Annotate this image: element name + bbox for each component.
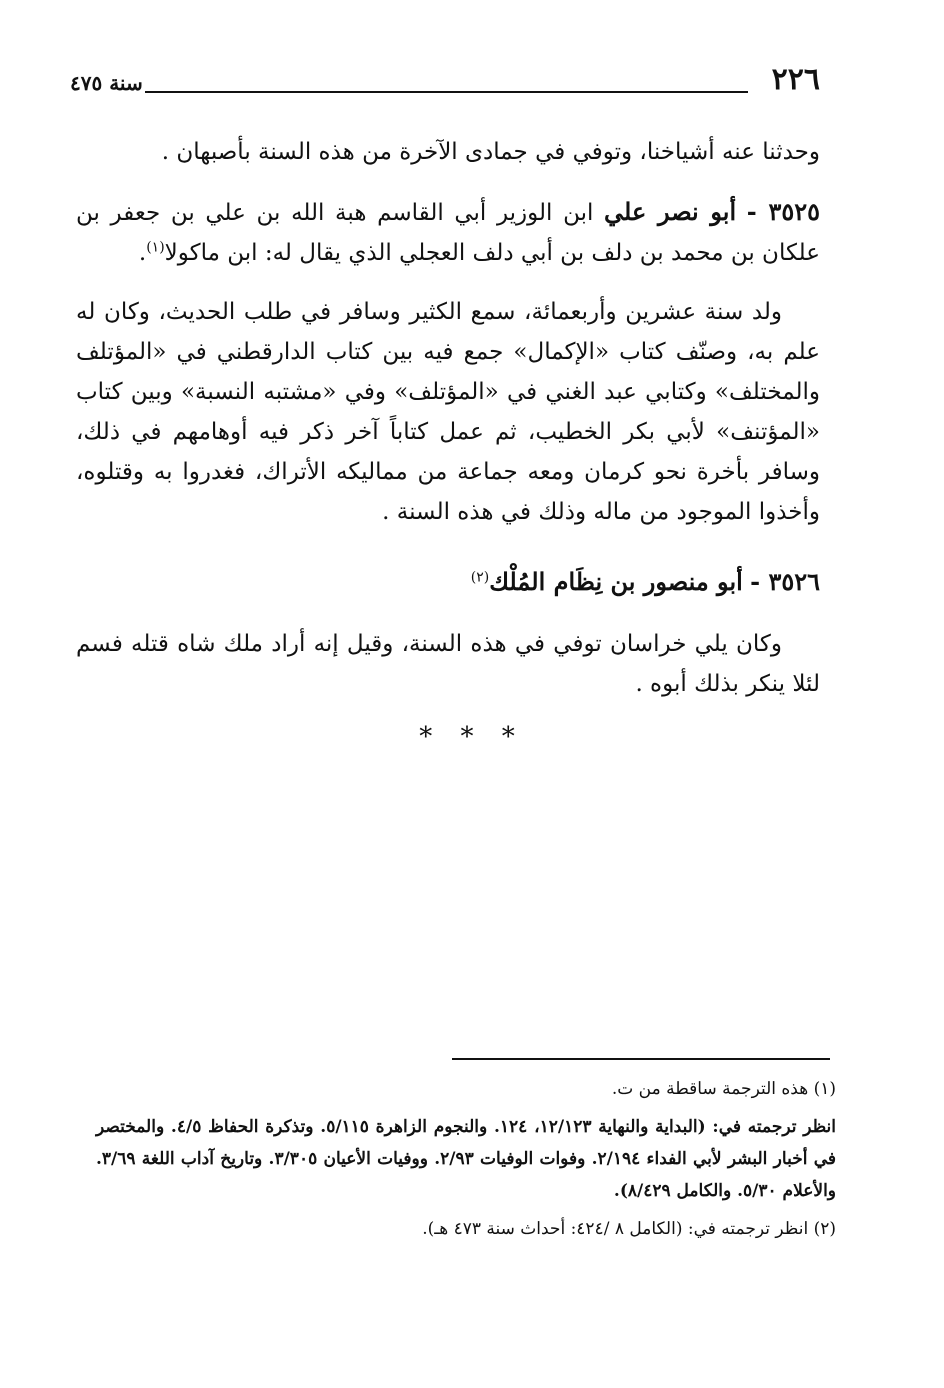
page-header xyxy=(70,62,820,102)
footnote-2: (٢) انظر ترجمته في: (الكامل ٨ /٤٢٤: أحداث سنة ٤٧٣ هـ). xyxy=(422,1219,836,1239)
entry-end: . xyxy=(138,240,147,266)
paragraph-continuation xyxy=(76,132,820,172)
paragraph-biography xyxy=(76,292,820,532)
entry-text: ابن الوزير أبي القاسم هبة الله بن علي بن جعفر بن علكان بن محمد بن دلف بن أبي دلف العجلي الذي يقال له: ابن ماكولا xyxy=(76,200,820,266)
section-separator: * * * xyxy=(419,722,525,752)
footnote-reference[interactable]: (٢) xyxy=(470,569,490,586)
footnote-1-sources: انظر ترجمته في: (البداية والنهاية ١٢/١٢٣، ١٢٤. والنجوم الزاهرة ٥/١١٥. وتذكرة الحفاظ ٤/٥. والمختصر في أخبار البشر لأبي الفداء ٢/١٩٤. وفوات الوفيات ٢/٩٣. ووفيات الأعيان ٣/٣٠٥. وتاريخ آداب اللغة ٣/٦٩. والأعلام ٥/٣٠. والكامل ٨/٤٢٩). xyxy=(96,1117,837,1201)
page-number: ٢٢٦ xyxy=(771,62,820,97)
entry-number: ٣٥٢٦ - xyxy=(750,567,820,596)
footnote-reference[interactable]: (١) xyxy=(146,239,165,256)
year-label: سنة ٤٧٥ xyxy=(70,71,143,95)
entry-3526 xyxy=(76,562,820,603)
header-rule xyxy=(145,91,748,93)
paragraph-text: وكان يلي خراسان توفي في هذه السنة، وقيل إنه أراد ملك شاه قتله فسم لئلا ينكر بذلك أبوه . xyxy=(76,631,820,697)
entry-number: ٣٥٢٥ - xyxy=(746,197,820,226)
entry-name: أبو منصور بن نِظَام المُلْك xyxy=(489,567,743,596)
paragraph-text: وحدثنا عنه أشياخنا، وتوفي في جمادى الآخرة من هذه السنة بأصبهان . xyxy=(161,139,820,165)
entry-3525 xyxy=(76,192,820,273)
footnotes xyxy=(96,1075,836,1251)
footnote-1: (١) هذه الترجمة ساقطة من ت. xyxy=(611,1079,836,1099)
entry-name: أبو نصر علي xyxy=(604,197,737,226)
paragraph-text: ولد سنة عشرين وأربعمائة، سمع الكثير وسافر في طلب الحديث، وكان له علم به، وصنّف كتاب «الإكمال» جمع فيه بين كتاب الدارقطني في «المؤتلف والمختلف» وكتابي عبد الغني في «المؤتلف» وفي «مشتبه النسبة» وبين كتاب «المؤتنف» لأبي بكر الخطيب، ثم عمل كتاباً آخر ذكر فيه أوهامهم في ذلك، وسافر بأخرة نحو كرمان ومعه جماعة من مماليكه الأتراك، فغدروا به وقتلوه، وأخذوا الموجود من ماله وذلك في هذه السنة . xyxy=(76,299,820,525)
footnote-rule xyxy=(452,1058,830,1060)
paragraph-death xyxy=(76,624,820,704)
